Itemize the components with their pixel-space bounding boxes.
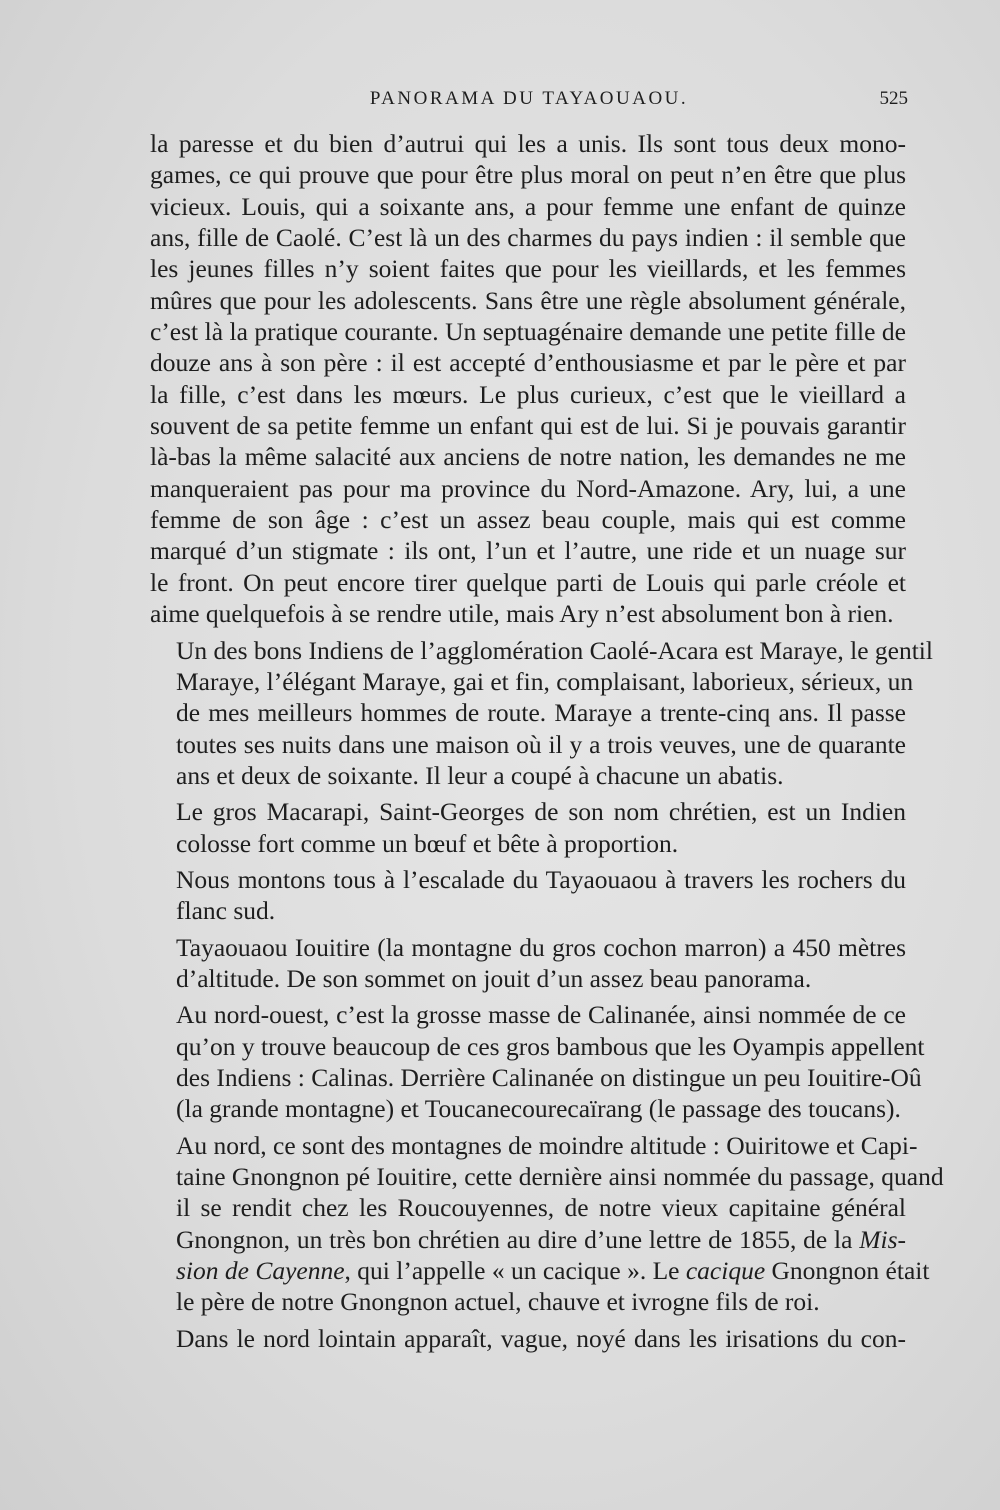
text-line: la fille, c’est dans les mœurs. Le plus curieux, c’est que le vieillard a <box>150 379 906 409</box>
text-line: marqué d’un stigmate : ils ont, l’un et l’autre, une ride et un nuage sur <box>150 536 906 566</box>
text-run: Gnongnon, un très bon chrétien au dire d’une lettre de 1855, de la <box>176 1224 860 1254</box>
text-line: flanc sud. <box>176 896 276 926</box>
text-line: c’est là la pratique courante. Un septuagénaire demande une petite fille de <box>150 317 906 347</box>
text-run: , qui l’appelle « un cacique ». Le <box>344 1256 686 1286</box>
paragraph-6 <box>150 999 925 1124</box>
text-run: Gnongnon était <box>765 1256 930 1286</box>
paragraph-8 <box>150 1323 906 1354</box>
paragraph-1 <box>150 128 906 630</box>
text-line: les jeunes filles n’y soient faites que pour les vieillards, et les femmes <box>150 254 906 284</box>
page-number: 525 <box>879 88 908 109</box>
text-line: là-bas la même salacité aux anciens de notre nation, les demandes ne me <box>150 442 906 472</box>
text-line: ans, fille de Caolé. C’est là un des charmes du pays indien : il semble que <box>150 223 906 253</box>
text-line: des Indiens : Calinas. Derrière Calinanée on distingue un peu Iouitire-Oû <box>176 1062 922 1092</box>
text-line: toutes ses nuits dans une maison où il y a trois veuves, une de quarante <box>176 729 906 759</box>
text-line <box>150 1224 906 1255</box>
text-line: colosse fort comme un bœuf et bête à proportion. <box>176 828 679 858</box>
text-line: ans et deux de soixante. Il leur a coupé à chacune un abatis. <box>176 760 784 790</box>
running-head: PANORAMA DU TAYAOUAOU. <box>369 88 689 109</box>
page-header <box>150 88 908 116</box>
text-line: vicieux. Louis, qui a soixante ans, a pour femme une enfant de quinze <box>150 191 906 221</box>
text-line: Nous montons tous à l’escalade du Tayaouaou à travers les rochers du <box>176 864 906 894</box>
italic-text: cacique <box>685 1256 766 1286</box>
text-line: Au nord, ce sont des montagnes de moindre altitude : Ouiritowe et Capi- <box>176 1130 918 1160</box>
text-line: de mes meilleurs hommes de route. Maraye a trente-cinq ans. Il passe <box>176 698 906 728</box>
text-line: Au nord-ouest, c’est la grosse masse de Calinanée, ainsi nommée de ce <box>176 1000 906 1030</box>
text-line: (la grande montagne) et Toucanecourecaïrang (le passage des toucans). <box>176 1094 901 1124</box>
text-line: mûres que pour les adolescents. Sans être une règle absolument générale, <box>150 285 906 315</box>
text-line: aime quelquefois à se rendre utile, mais Ary n’est absolument bon à rien. <box>150 599 894 629</box>
text-line: la paresse et du bien d’autrui qui les a unis. Ils sont tous deux mono- <box>150 129 906 158</box>
text-line: Maraye, l’élégant Maraye, gai et fin, complaisant, laborieux, sérieux, un <box>176 666 914 696</box>
text-line: le père de notre Gnongnon actuel, chauve et ivrogne fils de roi. <box>176 1287 820 1317</box>
paragraph-4 <box>150 864 906 927</box>
text-line: manqueraient pas pour ma province du Nord-Amazone. Ary, lui, a une <box>150 473 906 503</box>
paragraph-3 <box>150 796 906 859</box>
paragraph-2 <box>150 635 933 792</box>
text-line: taine Gnongnon pé Iouitire, cette dernière ainsi nommée du passage, quand <box>176 1162 944 1191</box>
paragraph-5 <box>150 932 906 995</box>
text-line: Dans le nord lointain apparaît, vague, noyé dans les irisations du con- <box>176 1323 906 1353</box>
text-line <box>150 1255 930 1286</box>
text-line: le front. On peut encore tirer quelque parti de Louis qui parle créole et <box>150 567 906 597</box>
text-line: douze ans à son père : il est accepté d’enthousiasme et par le père et par <box>150 348 906 378</box>
italic-text: sion de Cayenne <box>176 1256 345 1286</box>
paragraph-7 <box>150 1130 944 1318</box>
body-text <box>150 128 944 1359</box>
text-line: Un des bons Indiens de l’agglomération Caolé-Acara est Maraye, le gentil <box>176 635 933 665</box>
text-line: femme de son âge : c’est un assez beau couple, mais qui est comme <box>150 505 906 535</box>
text-line: d’altitude. De son sommet on jouit d’un assez beau panorama. <box>176 963 812 993</box>
text-line: souvent de sa petite femme un enfant qui est de lui. Si je pouvais garantir <box>150 411 906 441</box>
text-line: qu’on y trouve beaucoup de ces gros bambous que les Oyampis appellent <box>176 1031 925 1061</box>
text-line: il se rendit chez les Roucouyennes, de notre vieux capitaine général <box>176 1193 906 1223</box>
text-line: Tayaouaou Iouitire (la montagne du gros cochon marron) a 450 mètres <box>176 932 906 962</box>
italic-text: Mis- <box>859 1224 906 1254</box>
text-line: Le gros Macarapi, Saint-Georges de son nom chrétien, est un Indien <box>176 797 906 827</box>
text-line: games, ce qui prouve que pour être plus moral on peut n’en être que plus <box>150 160 906 190</box>
